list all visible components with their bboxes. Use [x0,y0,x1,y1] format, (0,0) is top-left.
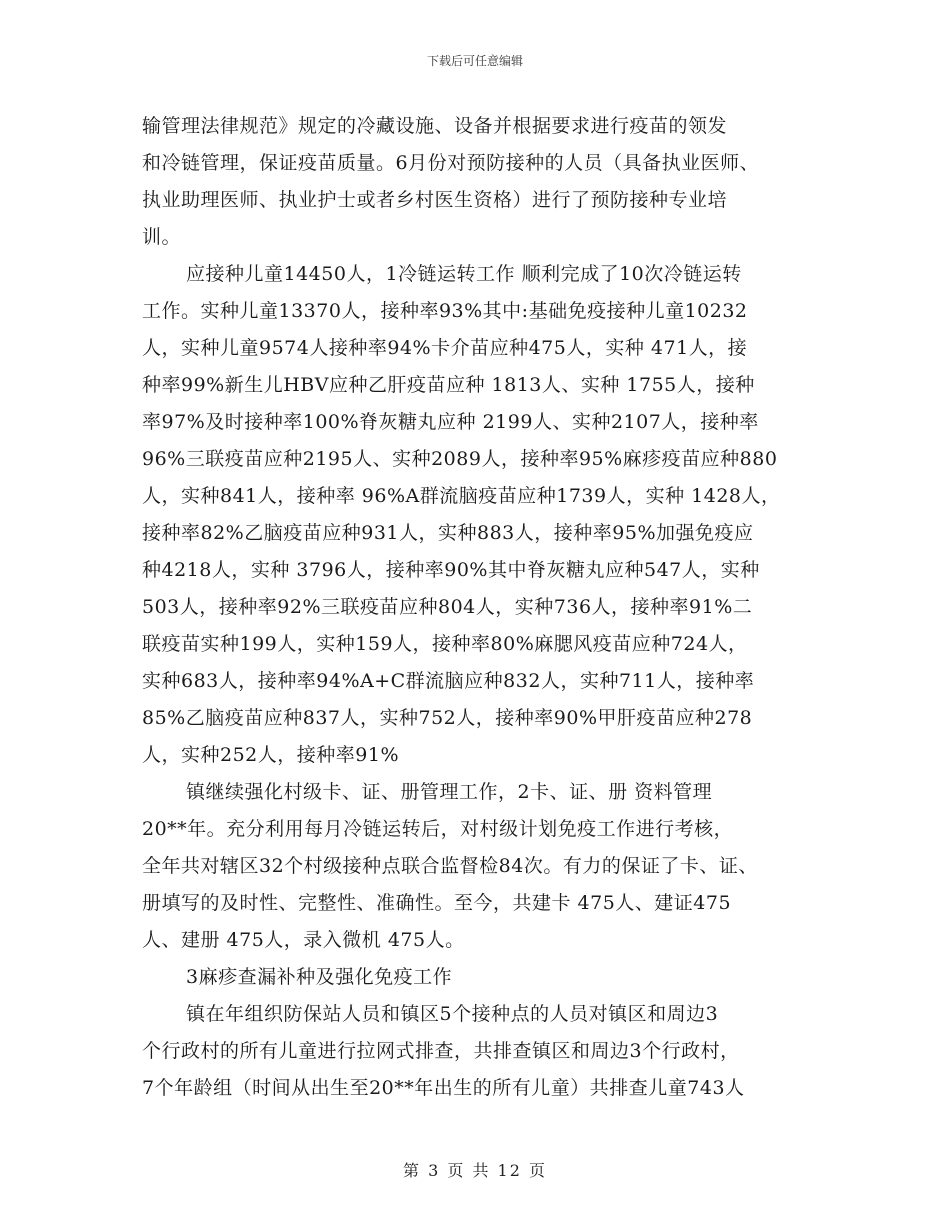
text-line: 输管理法律规范》规定的冷藏设施、设备并根据要求进行疫苗的领发 [142,115,728,137]
text-line: 503人，接种率92%三联疫苗应种804人，实种736人，接种率91%二 [142,596,753,618]
text-line: 人、建册 475人，录入微机 475人。 [142,929,465,951]
text-line: 应接种儿童14450人，1冷链运转工作 顺利完成了10次冷链运转 [186,263,742,285]
text-line: 3麻疹查漏补种及强化免疫工作 [186,966,453,988]
text-line: 训。 [142,226,182,248]
text-line: 和冷链管理，保证疫苗质量。6月份对预防接种的人员（具备执业医师、 [142,152,760,174]
text-line: 个行政村的所有儿童进行拉网式排查，共排查镇区和周边3个行政村， [142,1040,740,1062]
text-line: 册填写的及时性、完整性、准确性。至今，共建卡 475人、建证475 [142,892,732,914]
text-line: 镇在年组织防保站人员和镇区5个接种点的人员对镇区和周边3 [186,1003,719,1025]
text-line: 镇继续强化村级卡、证、册管理工作，2卡、证、册 资料管理 [186,781,713,803]
document-body [142,108,832,1107]
text-line: 全年共对辖区32个村级接种点联合监督检84次。有力的保证了卡、证、 [142,855,758,877]
text-line: 接种率82%乙脑疫苗应种931人，实种883人，接种率95%加强免疫应 [142,522,754,544]
text-line: 实种683人，接种率94%A+C群流脑应种832人，实种711人，接种率 [142,670,755,692]
text-line: 工作。实种儿童13370人，接种率93%其中:基础免疫接种儿童10232 [142,300,748,322]
page-header: 下载后可任意编辑 [426,54,523,68]
page-footer: 第 3 页 共 12 页 [403,1161,547,1180]
text-line: 人，实种儿童9574人接种率94%卡介苗应种475人，实种 471人，接 [142,337,748,359]
text-line: 人，实种841人，接种率 96%A群流脑疫苗应种1739人，实种 1428人， [142,485,781,507]
text-line: 96%三联疫苗应种2195人、实种2089人，接种率95%麻疹疫苗应种880 [142,448,778,470]
text-line: 7个年龄组（时间从出生至20**年出生的所有儿童）共排查儿童743人 [142,1077,745,1099]
text-line: 种率99%新生儿HBV应种乙肝疫苗应种 1813人、实种 1755人，接种 [142,374,755,396]
text-line: 人，实种252人，接种率91% [142,744,399,766]
text-line: 率97%及时接种率100%脊灰糖丸应种 2199人、实种2107人，接种率 [142,411,759,433]
text-line: 85%乙脑疫苗应种837人，实种752人，接种率90%甲肝疫苗应种278 [142,707,753,729]
text-line: 种4218人，实种 3796人，接种率90%其中脊灰糖丸应种547人，实种 [142,559,760,581]
text-line: 执业助理医师、执业护士或者乡村医生资格）进行了预防接种专业培 [142,189,728,211]
text-line: 联疫苗实种199人，实种159人，接种率80%麻腮风疫苗应种724人， [142,633,748,655]
text-line: 20**年。充分利用每月冷链运转后，对村级计划免疫工作进行考核， [142,818,734,840]
